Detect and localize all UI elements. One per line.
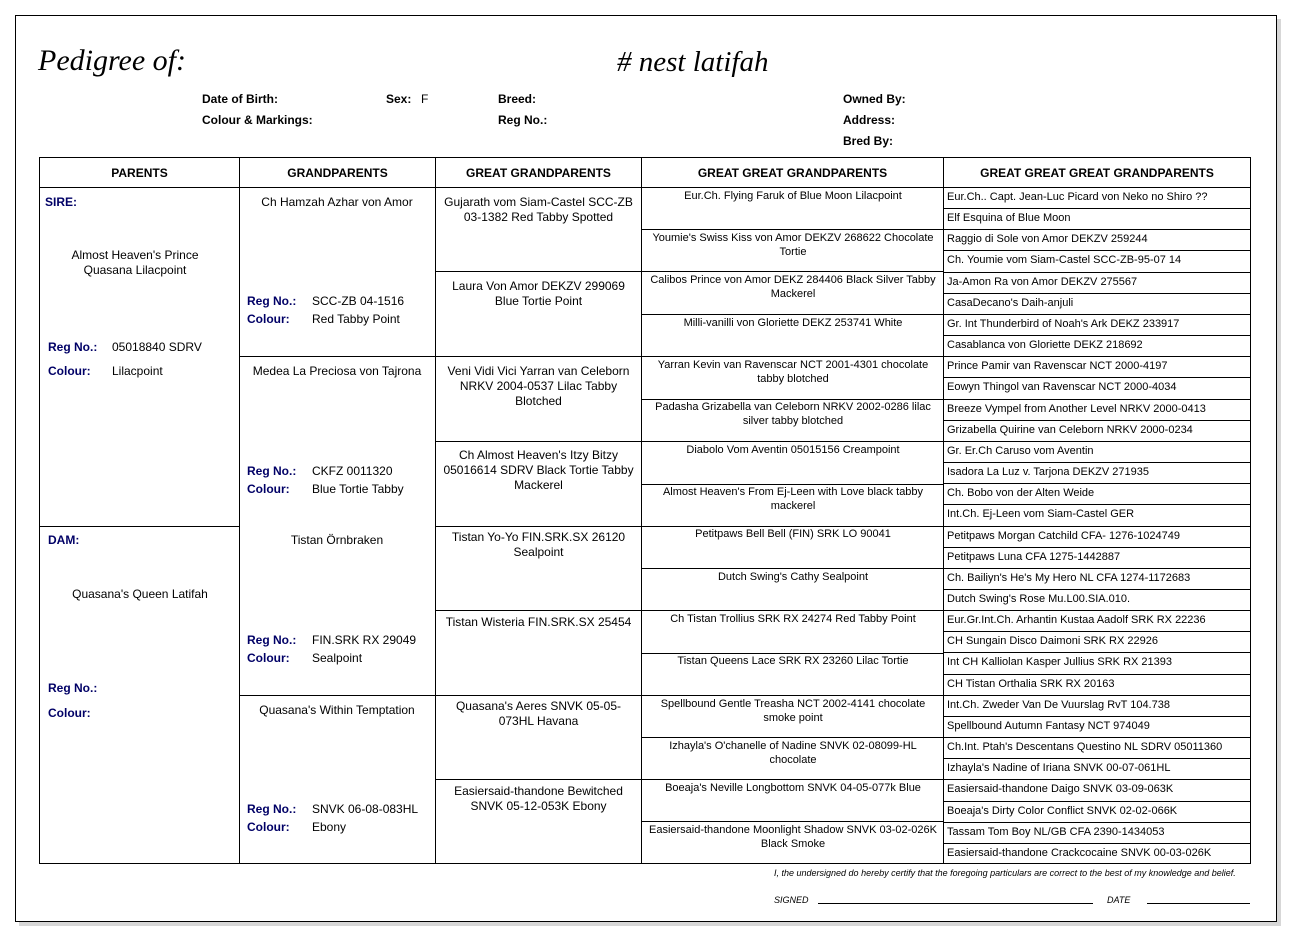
ggp-divider: [436, 695, 642, 696]
pedigree-table: [39, 157, 1251, 864]
ggg-grandparent: Izhayla's Nadine of Iriana SNVK 00-07-061HL: [947, 762, 1171, 774]
ggg-divider: [944, 526, 1250, 527]
grandparent-colour-value: Blue Tortie Tabby: [312, 482, 404, 496]
gggp-divider: [642, 779, 944, 780]
great-great-grandparent: Youmie's Swiss Kiss von Amor DEKZV 268622 Chocolate Tortie: [652, 232, 934, 258]
ggg-divider: [944, 250, 1250, 251]
grandparent-colour-value: Red Tabby Point: [312, 312, 400, 326]
ggp-divider: [436, 526, 642, 527]
page-shadow-bottom: [19, 922, 1281, 926]
col-header-ggg-grandparents: GREAT GREAT GREAT GRANDPARENTS: [980, 166, 1214, 180]
gggp-divider: [642, 314, 944, 315]
sire-colour-label: Colour:: [48, 364, 91, 378]
col-divider: [435, 158, 436, 863]
col-header-great-grandparents: GREAT GRANDPARENTS: [466, 166, 611, 180]
gggp-divider: [642, 821, 944, 822]
grandparent-colour-label: Colour:: [247, 312, 290, 326]
grandparent-reg-label: Reg No.:: [247, 802, 297, 816]
gggp-divider: [642, 568, 944, 569]
great-great-grandparent: Dutch Swing's Cathy Sealpoint: [717, 571, 869, 583]
date-line[interactable]: [1147, 903, 1250, 904]
ggg-grandparent: Petitpaws Luna CFA 1275-1442887: [947, 551, 1121, 563]
sire-reg-value: 05018840 SDRV: [112, 340, 202, 354]
great-great-grandparent: Calibos Prince von Amor DEKZ 284406 Black Silver Tabby Mackerel: [650, 274, 936, 300]
ggg-divider: [944, 377, 1250, 378]
great-great-grandparent: Diabolo Vom Aventin 05015156 Creampoint: [686, 444, 900, 456]
dam-reg-label: Reg No.:: [48, 681, 98, 695]
cat-name: # nest latifah: [617, 46, 769, 78]
ggg-divider: [944, 504, 1250, 505]
ggg-grandparent: Isadora La Luz v. Tarjona DEKZV 271935: [947, 466, 1149, 478]
great-great-grandparent: Easiersaid-thandone Moonlight Shadow SNVK 03-02-026K Black Smoke: [648, 824, 937, 850]
ggg-divider: [944, 547, 1250, 548]
ggg-grandparent: Eowyn Thingol van Ravenscar NCT 2000-4034: [947, 381, 1177, 393]
great-great-grandparent: Ch Tistan Trollius SRK RX 24274 Red Tabby Point: [670, 613, 916, 625]
signature-line[interactable]: [818, 903, 1093, 904]
ggg-grandparent: CasaDecano's Daih-anjuli: [947, 297, 1074, 309]
ggg-divider: [944, 399, 1250, 400]
ggg-divider: [944, 695, 1250, 696]
sex-value: F: [421, 92, 429, 106]
grandparent-name: Medea La Preciosa von Tajrona: [252, 364, 422, 378]
ggg-grandparent: Elf Esquina of Blue Moon: [947, 212, 1071, 224]
ggp-divider: [436, 356, 642, 357]
grandparent-name: Tistan Örnbraken: [290, 533, 384, 547]
dam-colour-label: Colour:: [48, 706, 91, 720]
great-grandparent: Tistan Yo-Yo FIN.SRK.SX 26120 Sealpoint: [451, 530, 626, 559]
grandparent-colour-value: Sealpoint: [312, 651, 363, 665]
bred-by-label: Bred By:: [843, 134, 894, 148]
gp-divider: [240, 695, 436, 696]
gggp-divider: [642, 229, 944, 230]
grandparent-colour-label: Colour:: [247, 482, 290, 496]
grandparent-colour-value: Ebony: [312, 820, 347, 834]
ggg-divider: [944, 716, 1250, 717]
ggg-divider: [944, 335, 1250, 336]
grandparent-colour-label: Colour:: [247, 820, 290, 834]
ggg-grandparent: Easiersaid-thandone Daigo SNVK 03-09-063K: [947, 783, 1174, 795]
date-label: DATE: [1107, 895, 1131, 905]
ggg-divider: [944, 779, 1250, 780]
grandparent-reg-label: Reg No.:: [247, 633, 297, 647]
ggg-grandparent: Ch.Int. Ptah's Descentans Questino NL SDRV 05011360: [947, 741, 1223, 753]
great-great-grandparent: Almost Heaven's From Ej-Leen with Love black tabby mackerel: [662, 486, 924, 512]
ggg-grandparent: Gr. Er.Ch Caruso vom Aventin: [947, 445, 1094, 457]
gggp-divider: [642, 441, 944, 442]
grandparent-reg-value: CKFZ 0011320: [312, 464, 393, 478]
signed-label: SIGNED: [774, 895, 809, 905]
ggg-divider: [944, 631, 1250, 632]
col-header-grandparents: GRANDPARENTS: [287, 166, 388, 180]
col-divider: [239, 158, 240, 863]
ggg-grandparent: Ch. Bobo von der Alten Weide: [947, 487, 1095, 499]
ggg-grandparent: Grizabella Quirine van Celeborn NRKV 2000-0234: [947, 424, 1193, 436]
ggg-divider: [944, 356, 1250, 357]
great-grandparent: Laura Von Amor DEKZV 299069 Blue Tortie Point: [452, 279, 625, 308]
ggg-grandparent: Spellbound Autumn Fantasy NCT 974049: [947, 720, 1150, 732]
sire-reg-label: Reg No.:: [48, 340, 98, 354]
owned-by-label: Owned By:: [843, 92, 906, 106]
page-shadow-right: [1277, 19, 1281, 926]
ggp-divider: [436, 271, 642, 272]
ggg-grandparent: Gr. Int Thunderbird of Noah's Ark DEKZ 233917: [947, 318, 1180, 330]
great-great-grandparent: Eur.Ch. Flying Faruk of Blue Moon Lilacpoint: [684, 190, 902, 202]
ggg-divider: [944, 272, 1250, 273]
ggg-grandparent: Dutch Swing's Rose Mu.L00.SIA.010.: [947, 593, 1131, 605]
great-great-grandparent: Boeaja's Neville Longbottom SNVK 04-05-077k Blue: [665, 782, 921, 794]
grandparent-reg-label: Reg No.:: [247, 464, 297, 478]
col-header-great-great-grandparents: GREAT GREAT GRANDPARENTS: [697, 166, 888, 180]
great-grandparent: Easiersaid-thandone Bewitched SNVK 05-12-053K Ebony: [454, 784, 623, 813]
ggg-grandparent: Raggio di Sole von Amor DEKZV 259244: [947, 233, 1148, 245]
ggg-divider: [944, 568, 1250, 569]
dam-name: Quasana's Queen Latifah: [72, 587, 208, 601]
ggg-grandparent: Ch. Bailiyn's He's My Hero NL CFA 1274-1172683: [947, 572, 1191, 584]
reg-no-label: Reg No.:: [498, 113, 548, 127]
sire-label: SIRE:: [45, 195, 78, 209]
ggg-divider: [944, 483, 1250, 484]
ggg-grandparent: Boeaja's Dirty Color Conflict SNVK 02-02-066K: [947, 805, 1178, 817]
ggg-grandparent: Ch. Youmie vom Siam-Castel SCC-ZB-95-07 14: [947, 254, 1182, 266]
grandparent-name: Quasana's Within Temptation: [259, 703, 415, 717]
ggg-divider: [944, 208, 1250, 209]
grandparent-reg-value: SCC-ZB 04-1516: [312, 294, 405, 308]
ggg-divider: [944, 229, 1250, 230]
grandparent-name: Ch Hamzah Azhar von Amor: [261, 195, 413, 209]
gggp-divider: [642, 271, 944, 272]
ggp-divider: [436, 441, 642, 442]
ggg-grandparent: Int.Ch. Zweder Van De Vuurslag RvT 104.738: [947, 699, 1170, 711]
great-great-grandparent: Yarran Kevin van Ravenscar NCT 2001-4301 chocolate tabby blotched: [657, 359, 929, 385]
ggp-divider: [436, 779, 642, 780]
ggg-divider: [944, 737, 1250, 738]
ggg-divider: [944, 293, 1250, 294]
ggg-divider: [944, 674, 1250, 675]
ggg-grandparent: Eur.Ch.. Capt. Jean-Luc Picard von Neko no Shiro ??: [947, 191, 1208, 203]
great-grandparent: Veni Vidi Vici Yarran van Celeborn NRKV 2004-0537 Lilac Tabby Blotched: [447, 364, 630, 408]
gggp-divider: [642, 737, 944, 738]
gggp-divider: [642, 695, 944, 696]
breed-label: Breed:: [498, 92, 537, 106]
col-header-parents: PARENTS: [111, 166, 168, 180]
gggp-divider: [642, 610, 944, 611]
sire-name: Almost Heaven's Prince Quasana Lilacpoint: [71, 248, 199, 277]
certification-text: I, the undersigned do hereby certify that the foregoing particulars are correct to the best of my knowledge and belief.: [774, 868, 1236, 878]
ggg-divider: [944, 758, 1250, 759]
great-grandparent: Tistan Wisteria FIN.SRK.SX 25454: [445, 615, 632, 629]
ggg-divider: [944, 652, 1250, 653]
ggg-grandparent: Ja-Amon Ra von Amor DEKZV 275567: [947, 276, 1138, 288]
colour-markings-label: Colour & Markings:: [202, 113, 313, 127]
ggg-divider: [944, 843, 1250, 844]
great-grandparent: Quasana's Aeres SNVK 05-05-073HL Havana: [455, 699, 622, 728]
address-label: Address:: [843, 113, 896, 127]
col-divider: [641, 158, 642, 863]
ggg-divider: [944, 610, 1250, 611]
sex-label: Sex:: [386, 92, 412, 106]
ggg-grandparent: Prince Pamir van Ravenscar NCT 2000-4197: [947, 360, 1168, 372]
gp-divider: [240, 356, 436, 357]
ggg-grandparent: Eur.Gr.Int.Ch. Arhantin Kustaa Aadolf SRK RX 22236: [947, 614, 1206, 626]
ggg-divider: [944, 420, 1250, 421]
gggp-divider: [642, 356, 944, 357]
grandparent-reg-label: Reg No.:: [247, 294, 297, 308]
great-great-grandparent: Milli-vanilli von Gloriette DEKZ 253741 White: [683, 317, 903, 329]
ggg-grandparent: Int CH Kalliolan Kasper Jullius SRK RX 21393: [947, 656, 1173, 668]
parents-divider: [40, 526, 240, 527]
ggg-grandparent: Int.Ch. Ej-Leen vom Siam-Castel GER: [947, 508, 1135, 520]
sire-colour-value: Lilacpoint: [112, 364, 163, 378]
grandparent-reg-value: FIN.SRK RX 29049: [312, 633, 417, 647]
grandparent-colour-label: Colour:: [247, 651, 290, 665]
ggg-divider: [944, 801, 1250, 802]
ggg-divider: [944, 314, 1250, 315]
great-grandparent: Ch Almost Heaven's Itzy Bitzy 05016614 SDRV Black Tortie Tabby Mackerel: [443, 448, 634, 492]
great-grandparent: Gujarath vom Siam-Castel SCC-ZB 03-1382 Red Tabby Spotted: [444, 195, 633, 224]
ggg-divider: [944, 462, 1250, 463]
ggg-divider: [944, 589, 1250, 590]
page-title: Pedigree of:: [38, 44, 186, 77]
grandparent-reg-value: SNVK 06-08-083HL: [312, 802, 419, 816]
ggp-divider: [436, 610, 642, 611]
ggg-divider: [944, 441, 1250, 442]
ggg-grandparent: CH Tistan Orthalia SRK RX 20163: [947, 678, 1115, 690]
ggg-grandparent: Casablanca von Gloriette DEKZ 218692: [947, 339, 1143, 351]
great-great-grandparent: Padasha Grizabella van Celeborn NRKV 2002-0286 lilac silver tabby blotched: [655, 401, 931, 427]
ggg-grandparent: Tassam Tom Boy NL/GB CFA 2390-1434053: [947, 826, 1165, 838]
great-great-grandparent: Izhayla's O'chanelle of Nadine SNVK 02-08099-HL chocolate: [669, 740, 917, 766]
ggg-grandparent: Breeze Vympel from Another Level NRKV 2000-0413: [947, 403, 1206, 415]
ggg-grandparent: CH Sungain Disco Daimoni SRK RX 22926: [947, 635, 1158, 647]
great-great-grandparent: Spellbound Gentle Treasha NCT 2002-4141 chocolate smoke point: [660, 698, 926, 724]
ggg-grandparent: Petitpaws Morgan Catchild CFA- 1276-1024749: [947, 530, 1180, 542]
ggg-grandparent: Easiersaid-thandone Crackcocaine SNVK 00-03-026K: [947, 847, 1212, 859]
dob-label: Date of Birth:: [202, 92, 278, 106]
dam-label: DAM:: [48, 533, 80, 547]
ggg-divider: [944, 822, 1250, 823]
great-great-grandparent: Petitpaws Bell Bell (FIN) SRK LO 90041: [695, 528, 891, 540]
great-great-grandparent: Tistan Queens Lace SRK RX 23260 Lilac Tortie: [677, 655, 909, 667]
